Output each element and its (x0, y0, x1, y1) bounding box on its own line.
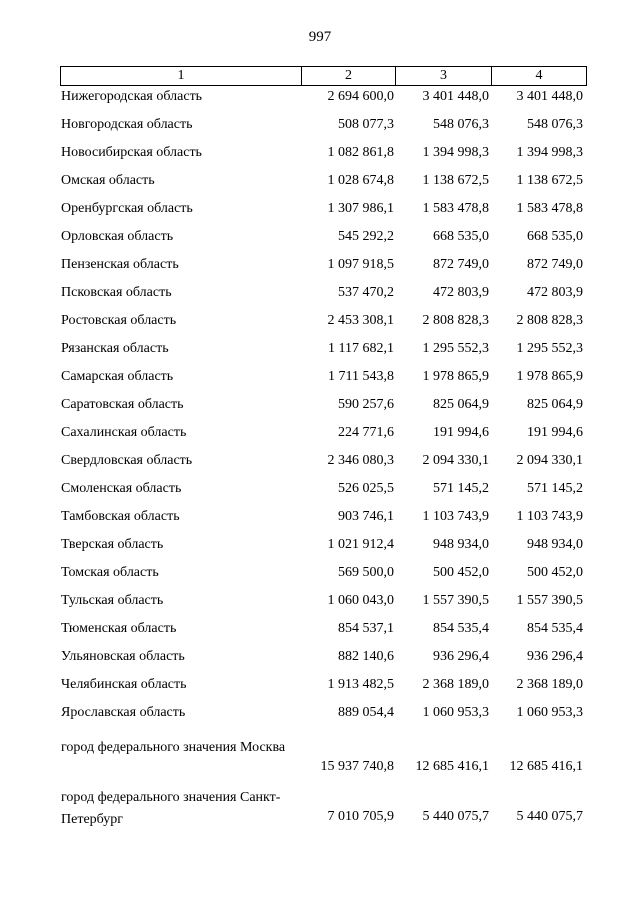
value-col-2: 2 453 308,1 (327, 313, 394, 328)
value-col-3: 854 535,4 (433, 621, 489, 636)
value-col-3: 2 368 189,0 (422, 677, 489, 692)
value-col-3: 12 685 416,1 (415, 759, 489, 774)
value-col-3: 948 934,0 (433, 537, 489, 552)
value-col-3: 668 535,0 (433, 229, 489, 244)
value-col-3: 5 440 075,7 (422, 809, 489, 824)
table-row (0, 366, 640, 394)
value-col-3: 825 064,9 (433, 397, 489, 412)
table-row (0, 422, 640, 450)
region-name: Сахалинская область (61, 425, 187, 440)
region-name: Псковская область (61, 285, 172, 300)
value-col-3: 1 583 478,8 (422, 201, 489, 216)
value-col-3: 872 749,0 (433, 257, 489, 272)
value-col-3: 1 060 953,3 (422, 705, 489, 720)
region-name: Смоленская область (61, 481, 182, 496)
value-col-3: 2 808 828,3 (422, 313, 489, 328)
table-row (0, 646, 640, 674)
region-name: Рязанская область (61, 341, 169, 356)
value-col-4: 1 295 552,3 (516, 341, 583, 356)
value-col-2: 7 010 705,9 (327, 809, 394, 824)
value-col-2: 1 097 918,5 (327, 257, 394, 272)
table-row (0, 702, 640, 730)
value-col-2: 889 054,4 (338, 705, 394, 720)
value-col-4: 2 368 189,0 (516, 677, 583, 692)
table-row (0, 734, 640, 784)
table-row (0, 282, 640, 310)
value-col-2: 526 025,5 (338, 481, 394, 496)
value-col-2: 854 537,1 (338, 621, 394, 636)
region-name: Новосибирская область (61, 145, 202, 160)
page-number: 997 (308, 29, 332, 45)
value-col-2: 1 082 861,8 (327, 145, 394, 160)
value-col-2: 1 307 986,1 (327, 201, 394, 216)
region-name: Тверская область (61, 537, 164, 552)
value-col-4: 2 808 828,3 (516, 313, 583, 328)
value-col-3: 936 296,4 (433, 649, 489, 664)
header-col-2: 2 (302, 67, 396, 85)
value-col-4: 1 138 672,5 (516, 173, 583, 188)
value-col-3: 1 295 552,3 (422, 341, 489, 356)
value-col-4: 1 557 390,5 (516, 593, 583, 608)
table-row (0, 478, 640, 506)
table-row (0, 674, 640, 702)
value-col-2: 1 913 482,5 (327, 677, 394, 692)
value-col-4: 571 145,2 (527, 481, 583, 496)
value-col-2: 2 346 080,3 (327, 453, 394, 468)
region-name: Тамбовская область (61, 509, 180, 524)
table-row (0, 394, 640, 422)
value-col-4: 936 296,4 (527, 649, 583, 664)
value-col-4: 2 094 330,1 (516, 453, 583, 468)
value-col-4: 668 535,0 (527, 229, 583, 244)
value-col-2: 545 292,2 (338, 229, 394, 244)
value-col-4: 948 934,0 (527, 537, 583, 552)
region-name: Свердловская область (61, 453, 193, 468)
region-name: город федерального значения Санкт-Петербург (61, 790, 281, 827)
table-row (0, 784, 640, 834)
value-col-4: 1 583 478,8 (516, 201, 583, 216)
table-row (0, 618, 640, 646)
value-col-4: 825 064,9 (527, 397, 583, 412)
region-name: Тюменская область (61, 621, 177, 636)
value-col-3: 548 076,3 (433, 117, 489, 132)
value-col-3: 472 803,9 (433, 285, 489, 300)
value-col-4: 191 994,6 (527, 425, 583, 440)
region-name: Тульская область (61, 593, 164, 608)
table-row (0, 226, 640, 254)
table-body (0, 86, 640, 834)
value-col-3: 1 394 998,3 (422, 145, 489, 160)
region-name: Омская область (61, 173, 155, 188)
region-name: Пензенская область (61, 257, 179, 272)
value-col-3: 1 978 865,9 (422, 369, 489, 384)
value-col-4: 3 401 448,0 (516, 89, 583, 104)
value-col-4: 472 803,9 (527, 285, 583, 300)
value-col-2: 1 117 682,1 (328, 341, 394, 356)
value-col-2: 1 028 674,8 (327, 173, 394, 188)
value-col-3: 1 138 672,5 (422, 173, 489, 188)
value-col-4: 1 978 865,9 (516, 369, 583, 384)
region-name: Ярославская область (61, 705, 186, 720)
region-name: город федерального значения Москва (61, 740, 286, 755)
region-name: Томская область (61, 565, 159, 580)
table-header-row (60, 66, 587, 86)
region-name: Новгородская область (61, 117, 193, 132)
value-col-4: 854 535,4 (527, 621, 583, 636)
region-name: Нижегородская область (61, 89, 203, 104)
value-col-3: 1 557 390,5 (422, 593, 489, 608)
value-col-4: 872 749,0 (527, 257, 583, 272)
value-col-2: 903 746,1 (338, 509, 394, 524)
value-col-4: 5 440 075,7 (516, 809, 583, 824)
value-col-2: 224 771,6 (338, 425, 394, 440)
region-name: Саратовская область (61, 397, 184, 412)
table-row (0, 590, 640, 618)
value-col-3: 191 994,6 (433, 425, 489, 440)
region-name: Ростовская область (61, 313, 177, 328)
value-col-2: 1 060 043,0 (327, 593, 394, 608)
table-row (0, 310, 640, 338)
value-col-2: 590 257,6 (338, 397, 394, 412)
region-name: Челябинская область (61, 677, 187, 692)
value-col-4: 500 452,0 (527, 565, 583, 580)
header-col-1: 1 (61, 67, 302, 85)
value-col-2: 1 711 543,8 (328, 369, 394, 384)
table-row (0, 450, 640, 478)
value-col-3: 3 401 448,0 (422, 89, 489, 104)
value-col-2: 2 694 600,0 (327, 89, 394, 104)
table-row (0, 338, 640, 366)
region-name: Орловская область (61, 229, 174, 244)
table-row (0, 170, 640, 198)
table-row (0, 506, 640, 534)
table-row (0, 254, 640, 282)
table-row (0, 114, 640, 142)
table-row (0, 86, 640, 114)
value-col-3: 2 094 330,1 (422, 453, 489, 468)
value-col-4: 1 394 998,3 (516, 145, 583, 160)
value-col-2: 508 077,3 (338, 117, 394, 132)
value-col-4: 1 103 743,9 (516, 509, 583, 524)
value-col-4: 12 685 416,1 (509, 759, 583, 774)
value-col-2: 569 500,0 (338, 565, 394, 580)
region-name: Оренбургская область (61, 201, 193, 216)
value-col-2: 537 470,2 (338, 285, 394, 300)
table-row (0, 562, 640, 590)
value-col-3: 1 103 743,9 (422, 509, 489, 524)
value-col-2: 1 021 912,4 (327, 537, 394, 552)
table-row (0, 534, 640, 562)
region-name: Самарская область (61, 369, 174, 384)
header-col-4: 4 (535, 68, 543, 83)
value-col-3: 500 452,0 (433, 565, 489, 580)
value-col-4: 548 076,3 (527, 117, 583, 132)
value-col-3: 571 145,2 (433, 481, 489, 496)
header-col-3: 3 (396, 67, 492, 85)
region-name: Ульяновская область (61, 649, 185, 664)
table-row (0, 198, 640, 226)
value-col-2: 882 140,6 (338, 649, 394, 664)
value-col-2: 15 937 740,8 (320, 759, 394, 774)
value-col-4: 1 060 953,3 (516, 705, 583, 720)
table-row (0, 142, 640, 170)
